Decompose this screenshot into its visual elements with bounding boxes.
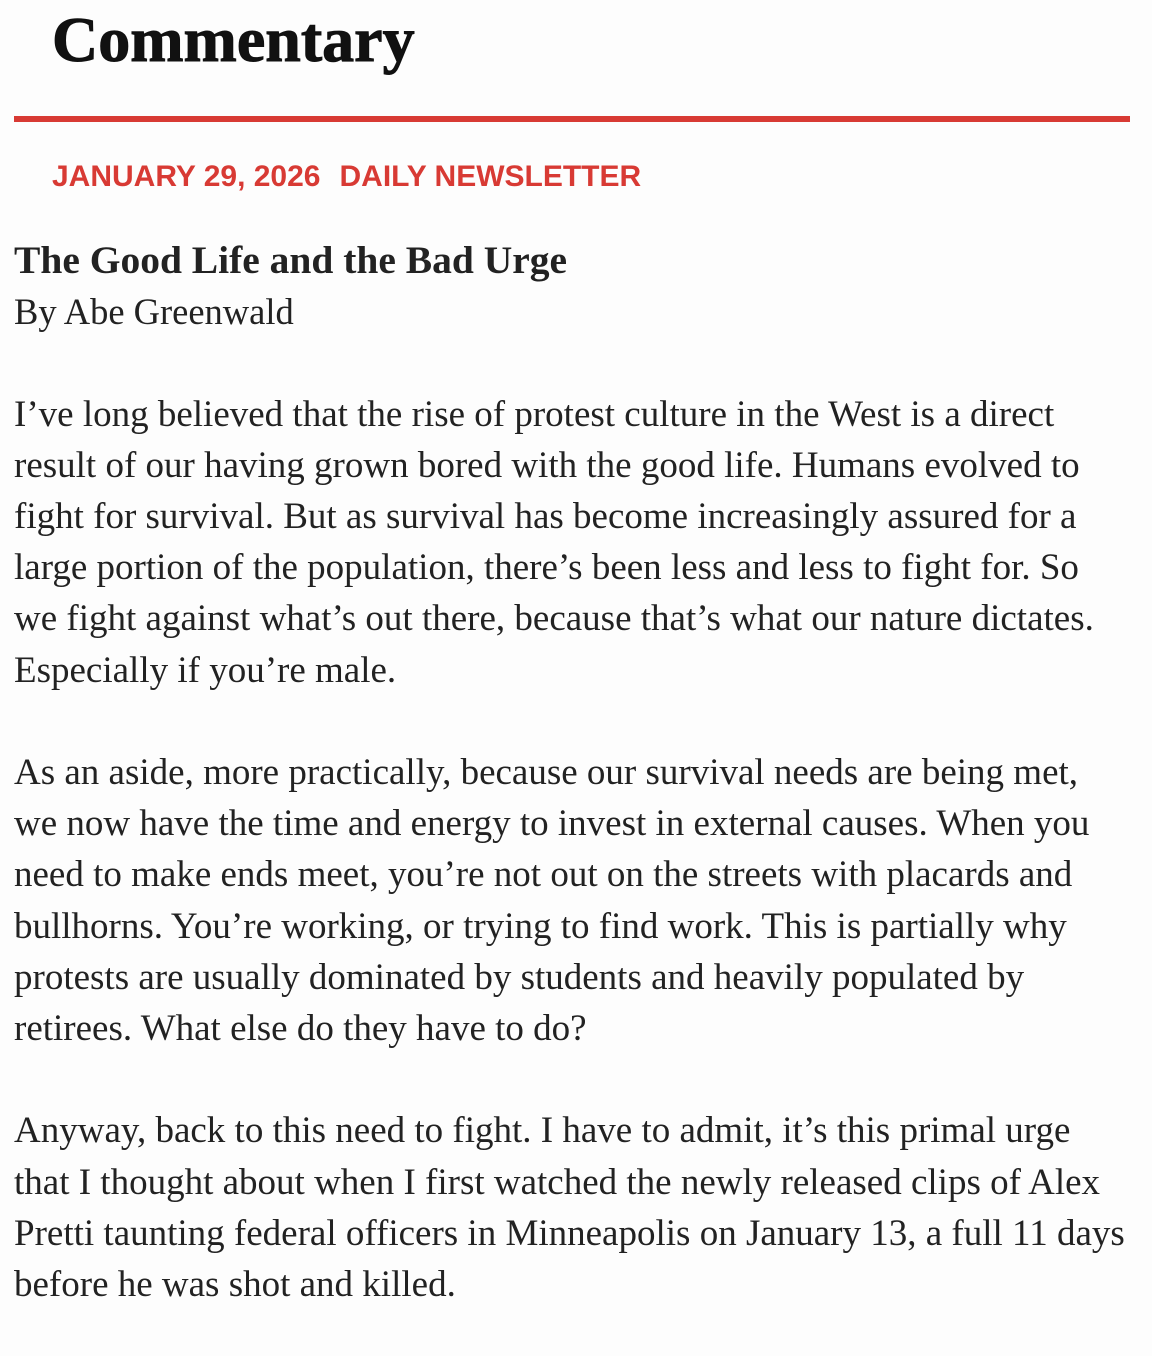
- body-text-line: large portion of the population, there’s been less and less to fight for. So: [14, 547, 1079, 589]
- body-text-line: As an aside, more practically, because our survival needs are being met,: [14, 752, 1079, 793]
- article-byline: By Abe Greenwald: [14, 291, 294, 333]
- body-text-line: I’ve long believed that the rise of protest culture in the West is a direct: [14, 393, 1055, 435]
- body-text-line: retirees. What else do they have to do?: [14, 1008, 587, 1050]
- body-text-line: Especially if you’re male.: [14, 649, 397, 691]
- article-title: The Good Life and the Bad Urge: [14, 238, 568, 282]
- issue-date: JANUARY 29, 2026: [52, 160, 321, 193]
- body-text-line: fight for survival. But as survival has become increasingly assured for a: [14, 496, 1077, 537]
- paragraph-2: [14, 747, 1140, 1054]
- body-text-line: protests are usually dominated by students and heavily populated by: [14, 956, 1025, 998]
- article: [14, 235, 1140, 1310]
- body-text-line: that I thought about when I first watched the newly released clips of Alex: [14, 1161, 1101, 1203]
- body-text-line: Pretti taunting federal officers in Minneapolis on January 13, a full 11 days: [14, 1212, 1125, 1254]
- body-text-line: need to make ends meet, you’re not out on the streets with placards and: [14, 854, 1073, 896]
- body-text-line: result of our having grown bored with the good life. Humans evolved to: [14, 444, 1080, 486]
- header-divider: [14, 116, 1130, 122]
- body-text-line: we now have the time and energy to invest in external causes. When you: [14, 803, 1090, 845]
- body-text-line: bullhorns. You’re working, or trying to find work. This is partially why: [14, 905, 1067, 947]
- masthead-logo[interactable]: Commentary: [52, 4, 415, 75]
- paragraph-1: [14, 389, 1140, 696]
- dateline: [52, 162, 641, 192]
- body-text-line: Anyway, back to this need to fight. I have to admit, it’s this primal urge: [14, 1110, 1071, 1152]
- body-text-line: before he was shot and killed.: [14, 1264, 456, 1306]
- newsletter-label: DAILY NEWSLETTER: [339, 160, 642, 193]
- paragraph-3: [14, 1105, 1140, 1310]
- body-text-line: we fight against what’s out there, because that’s what our nature dictates.: [14, 598, 1094, 640]
